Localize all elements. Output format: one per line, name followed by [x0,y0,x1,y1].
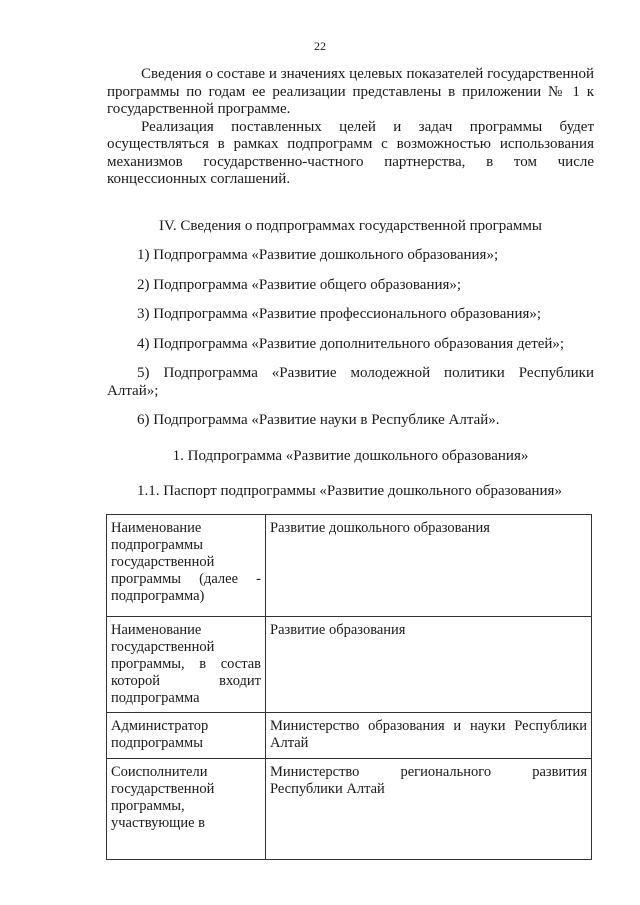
table-cell-label: Наименование подпрограммы государственной программы (далее - подпрограмма) [107,515,266,617]
paragraph-implementation: Реализация поставленных целей и задач программы будет осуществляться в рамках подпрограмм с возможностью использования механизмов государственно-частного партнерства, в том числе концессионных соглашений. [107,118,594,187]
table-cell-label: Наименование государственной программы, в состав которой входит подпрограмма [107,617,266,713]
paragraph-target-indicators: Сведения о составе и значениях целевых показателей государственной программы по годам ее реализации представлены в приложении № 1 к государственной программе. [107,66,594,117]
subprogram-item-youth: 5) Подпрограмма «Развитие молодежной политики Республики Алтай»; [107,365,594,399]
passport-heading: 1.1. Паспорт подпрограммы «Развитие дошкольного образования» [137,483,562,499]
page-number: 22 [314,39,326,53]
table-cell-label: Соисполнители государственной программы, участвующие в [107,759,266,860]
subsection-heading: 1. Подпрограмма «Развитие дошкольного образования» [172,447,529,464]
table-row [107,617,592,713]
table-row [107,515,592,617]
table-row [107,759,592,860]
subprogram-item-additional: 4) Подпрограмма «Развитие дополнительного образования детей»; [137,335,565,352]
passport-table [106,514,592,860]
section-heading: IV. Сведения о подпрограммах государственной программы [158,217,542,234]
table-cell-value: Министерство образования и науки Республики Алтай [266,713,592,759]
subprogram-item-general: 2) Подпрограмма «Развитие общего образования»; [137,276,462,293]
table-cell-value: Министерство регионального развития Республики Алтай [266,759,592,860]
table-cell-label: Администратор подпрограммы [107,713,266,759]
document-body [107,66,594,501]
subprogram-list [107,247,594,430]
subprogram-item-preschool: 1) Подпрограмма «Развитие дошкольного образования»; [137,247,499,263]
table-row [107,713,592,759]
table-cell-value: Развитие дошкольного образования [266,515,592,617]
subprogram-item-science: 6) Подпрограмма «Развитие науки в Республике Алтай». [137,412,500,428]
table-cell-value: Развитие образования [266,617,592,713]
subprogram-item-professional: 3) Подпрограмма «Развитие профессионального образования»; [137,306,542,322]
